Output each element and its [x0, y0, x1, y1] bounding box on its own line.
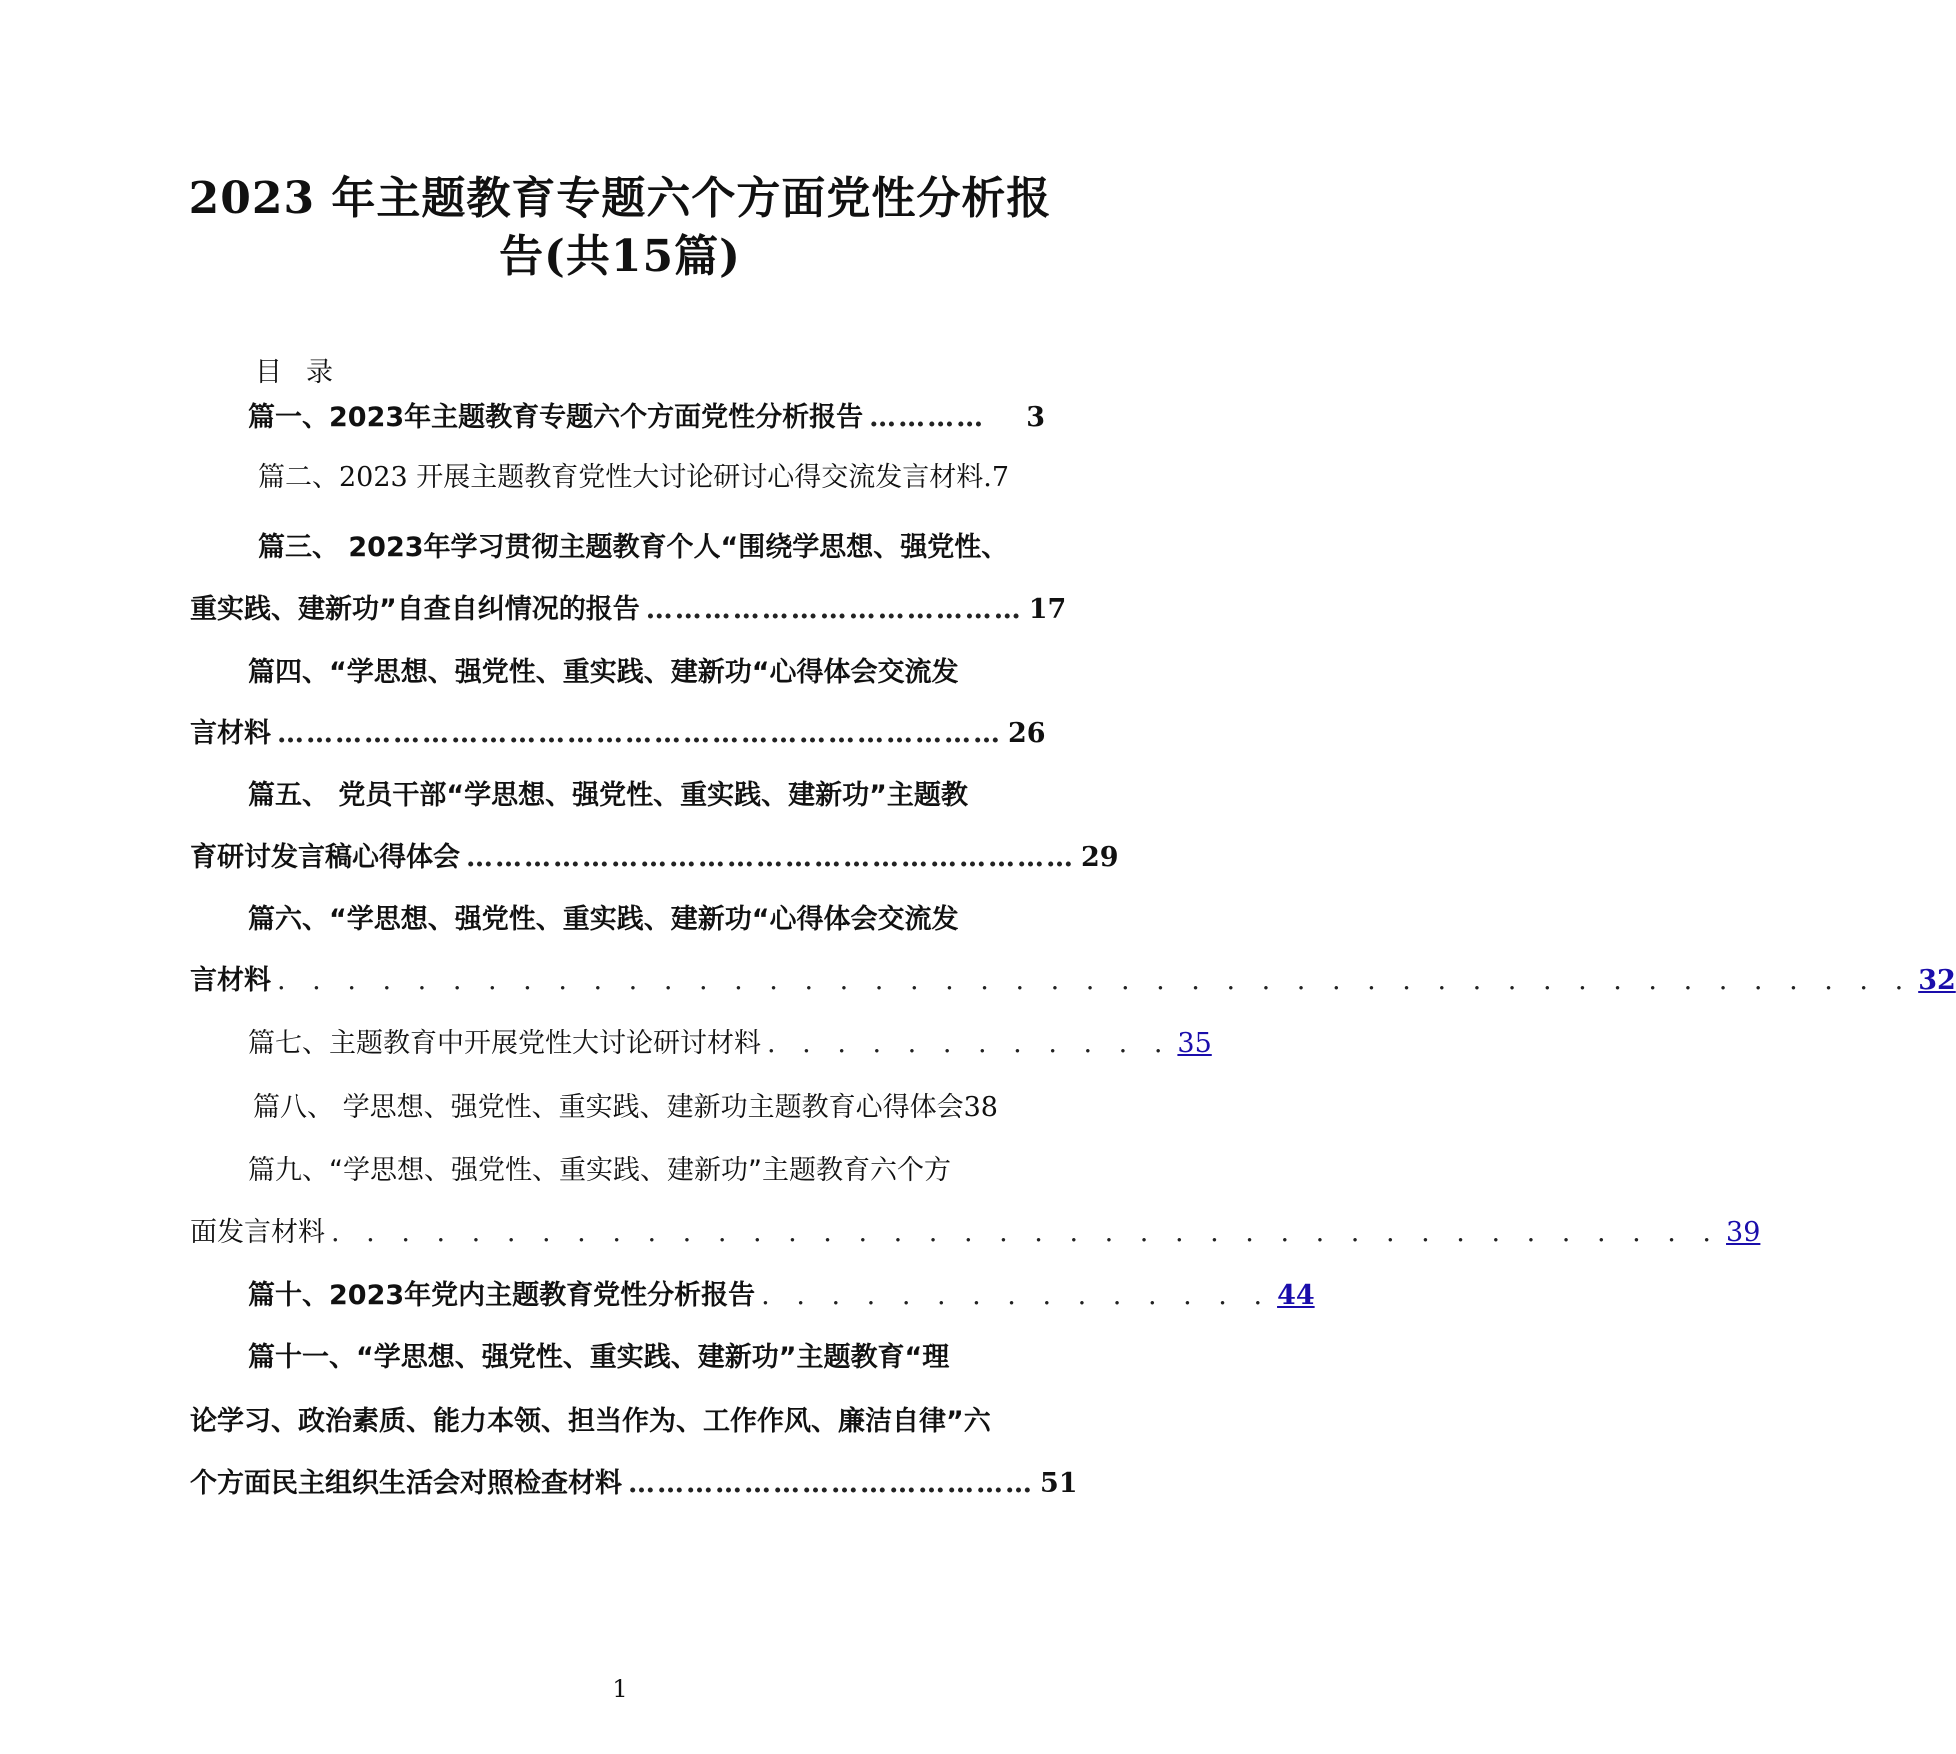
toc-entry-title: 篇一、2023年主题教育专题六个方面党性分析报告 — [248, 402, 864, 433]
toc-page-number: 51 — [1040, 1468, 1078, 1499]
toc-entry-11[interactable] — [190, 1466, 1078, 1502]
toc-leader-dots: . . . . . . . . . . . . . . . . . . . . . . . . . . . . . . . . . . . . . . . . . . . . . . . — [277, 965, 1913, 996]
toc-entry-title: 言材料 — [190, 718, 271, 749]
toc-entry-11-line-1[interactable]: 篇十一、“学思想、强党性、重实践、建新功”主题教育“理 — [248, 1342, 950, 1373]
toc-entry-5[interactable] — [190, 840, 1119, 876]
toc-entry-title: 育研讨发言稿心得体会 — [190, 842, 460, 873]
toc-entry-2[interactable] — [258, 460, 1045, 496]
toc-entry-title: 篇十、2023年党内主题教育党性分析报告 — [248, 1280, 756, 1311]
toc-leader-dots: . . . . . . . . . . . . . . . . . . . . . . . . . . . . . . . . . . . . . . . . — [331, 1217, 1721, 1248]
toc-entry-9-line-1[interactable]: 篇九、“学思想、强党性、重实践、建新功”主题教育六个方 — [248, 1155, 951, 1186]
toc-page-number: 38 — [963, 1092, 998, 1123]
toc-leader-dots: . . . . . . . . . . . . — [767, 1028, 1172, 1059]
toc-entry-title: 面发言材料 — [190, 1217, 325, 1248]
toc-entry-6-line-1[interactable]: 篇六、“学思想、强党性、重实践、建新功“心得体会交流发 — [248, 904, 959, 935]
toc-entry-11-line-2[interactable]: 论学习、政治素质、能力本领、担当作为、工作作风、廉洁自律”六 — [190, 1406, 991, 1437]
toc-page-number: 3 — [1026, 402, 1045, 433]
toc-entry-4[interactable] — [190, 716, 1045, 752]
title-line-1: 2023 年主题教育专题六个方面党性分析报 — [188, 173, 1052, 224]
toc-entry-title: 个方面民主组织生活会对照检查材料 — [190, 1468, 622, 1499]
toc-entry-6[interactable] — [190, 963, 1956, 999]
toc-leader-dots: . . . . . . . . . . . . . . . — [761, 1280, 1272, 1311]
toc-entry-10[interactable] — [248, 1278, 1315, 1314]
toc-entry-8[interactable] — [253, 1090, 1053, 1126]
toc-entry-title: 篇二、2023 开展主题教育党性大讨论研讨心得交流发言材料. — [258, 462, 992, 493]
toc-leader-dots: ………………………………… — [645, 594, 1023, 625]
toc-page-number: 29 — [1081, 842, 1119, 873]
toc-page-link[interactable]: 32 — [1918, 965, 1956, 996]
toc-entry-title: 言材料 — [190, 965, 271, 996]
toc-entry-3[interactable] — [190, 592, 1067, 628]
toc-page-link[interactable]: 44 — [1277, 1280, 1315, 1311]
toc-entry-3-line-1[interactable]: 篇三、 2023年学习贯彻主题教育个人“围绕学思想、强党性、 — [258, 532, 1009, 563]
toc-entry-4-line-1[interactable]: 篇四、“学思想、强党性、重实践、建新功“心得体会交流发 — [248, 657, 959, 688]
toc-entry-9[interactable] — [190, 1215, 1761, 1251]
page-number: 1 — [612, 1675, 628, 1703]
toc-leader-dots: …………………………………… — [628, 1468, 1034, 1499]
toc-page-link[interactable]: 35 — [1177, 1028, 1212, 1059]
toc-entry-5-line-1[interactable]: 篇五、 党员干部“学思想、强党性、重实践、建新功”主题教 — [248, 780, 968, 811]
toc-page-number: 26 — [1008, 718, 1046, 749]
toc-page-link[interactable]: 39 — [1726, 1217, 1761, 1248]
toc-entry-title: 篇七、主题教育中开展党性大讨论研讨材料 — [248, 1028, 761, 1059]
toc-page-number: 7 — [991, 462, 1010, 493]
title-line-2: 告(共15篇) — [499, 231, 741, 282]
toc-heading: 目录 — [255, 357, 357, 388]
toc-entry-1[interactable] — [248, 400, 1045, 436]
toc-entry-7[interactable] — [248, 1026, 1212, 1062]
toc-leader-dots: ………………………………………………………………… — [277, 718, 1002, 749]
toc-leader-dots: ………… — [869, 402, 986, 433]
toc-entry-title: 重实践、建新功”自查自纠情况的报告 — [190, 594, 640, 625]
toc-entry-title: 篇八、 学思想、强党性、重实践、建新功主题教育心得体会 — [253, 1092, 964, 1123]
toc-leader-dots: ……………………………………………………… — [466, 842, 1075, 873]
toc-page-number: 17 — [1028, 594, 1067, 625]
